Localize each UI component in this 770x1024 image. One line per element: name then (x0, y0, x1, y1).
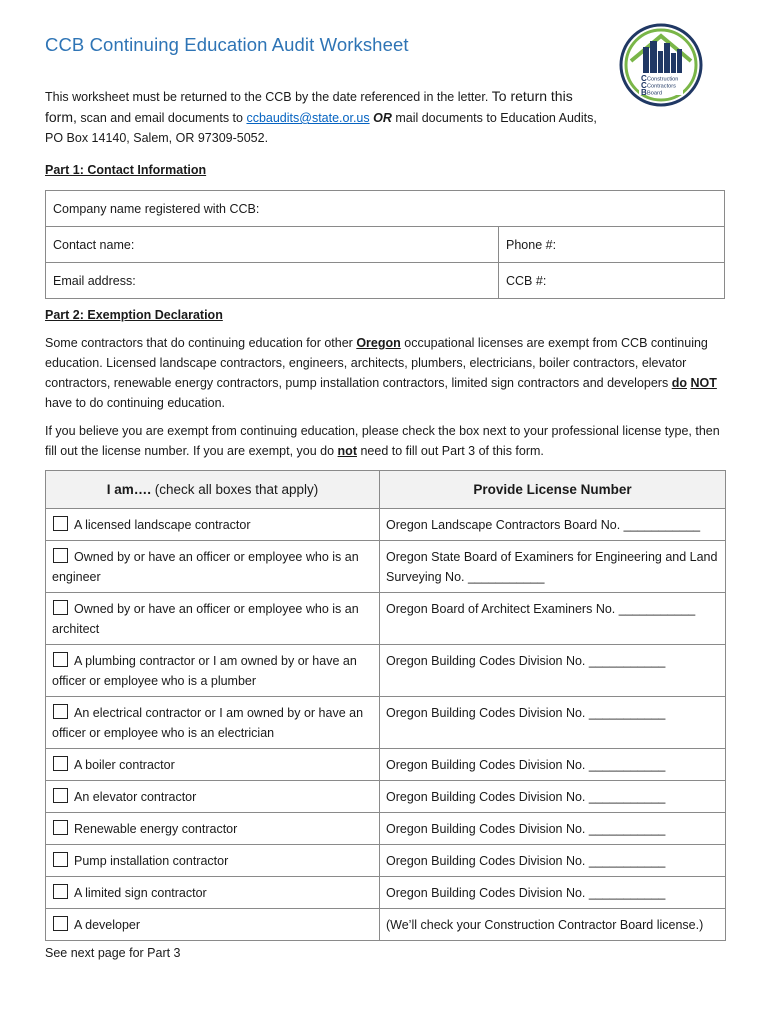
license-type: An electrical contractor or I am owned by or have an officer or employee who is an electrician (52, 706, 364, 740)
intro-text-3: scan and email documents to (80, 111, 243, 125)
para1-text-c: have to do continuing education. (45, 396, 225, 410)
table-row (46, 845, 726, 877)
company-name-field[interactable]: Company name registered with CCB: (46, 191, 725, 227)
license-number-field[interactable]: Oregon Building Codes Division No. ___________ (380, 749, 726, 781)
intro-paragraph (45, 86, 605, 148)
license-number-field[interactable]: Oregon Building Codes Division No. ___________ (380, 781, 726, 813)
table-row (46, 541, 726, 593)
table-row (46, 877, 726, 909)
svg-text:C: C (641, 81, 647, 90)
checkbox[interactable] (53, 788, 68, 803)
license-type: A licensed landscape contractor (74, 518, 251, 532)
license-type: Owned by or have an officer or employee who is an architect (52, 602, 359, 636)
contact-info-table (45, 190, 725, 299)
col-header-type-rest: (check all boxes that apply) (154, 481, 319, 497)
exemption-paragraph-1 (45, 333, 725, 413)
intro-text-2: To return this form, (45, 88, 573, 125)
checkbox[interactable] (53, 516, 68, 531)
para2-text-b: need to fill out Part 3 of this form. (360, 444, 544, 458)
checkbox[interactable] (53, 756, 68, 771)
license-number-field[interactable]: Oregon Building Codes Division No. ___________ (380, 813, 726, 845)
checkbox[interactable] (53, 852, 68, 867)
para1-text-a: Some contractors that do continuing education for other (45, 336, 353, 350)
license-number-field[interactable]: Oregon Landscape Contractors Board No. ___________ (380, 509, 726, 541)
table-row (46, 909, 726, 941)
intro-or: OR (373, 111, 392, 125)
license-type: A developer (74, 918, 141, 932)
logo-line2: Contractors (647, 83, 676, 90)
email-address-field[interactable]: Email address: (46, 263, 499, 299)
license-type: A limited sign contractor (74, 886, 207, 900)
col-header-type-bold: I am…. (106, 481, 151, 497)
col-header-type (46, 471, 380, 509)
part2-heading: Part 2: Exemption Declaration (45, 308, 223, 322)
para2-text-a: If you believe you are exempt from continuing education, please check the box next to your professional license type, then fill out the license number. If you are exempt, you do (45, 424, 720, 458)
license-type: Renewable energy contractor (74, 822, 238, 836)
ccb-logo (619, 23, 703, 107)
contact-name-field[interactable]: Contact name: (46, 227, 499, 263)
license-number-field[interactable]: Oregon State Board of Examiners for Engineering and Land Surveying No. ___________ (380, 541, 726, 593)
svg-text:B: B (641, 88, 647, 97)
license-type: A plumbing contractor or I am owned by or have an officer or employee who is a plumber (52, 654, 357, 688)
checkbox[interactable] (53, 548, 68, 563)
intro-text-4: mail documents to Education Audits, PO Box 14140, Salem, OR 97309-5052. (45, 111, 597, 145)
footer-note: See next page for Part 3 (45, 946, 181, 960)
license-type: An elevator contractor (74, 790, 197, 804)
license-number-field[interactable]: Oregon Board of Architect Examiners No. ___________ (380, 593, 726, 645)
logo-line3: Board (647, 90, 662, 97)
part1-heading: Part 1: Contact Information (45, 163, 207, 177)
checkbox[interactable] (53, 704, 68, 719)
col-header-license: Provide License Number (380, 471, 726, 509)
checkbox[interactable] (53, 884, 68, 899)
license-type: Pump installation contractor (74, 854, 229, 868)
exemption-table (45, 470, 726, 941)
license-number-field[interactable]: Oregon Building Codes Division No. ___________ (380, 877, 726, 909)
checkbox[interactable] (53, 820, 68, 835)
email-link[interactable]: ccbaudits@state.or.us (246, 111, 370, 125)
page-title: CCB Continuing Education Audit Worksheet (45, 34, 409, 55)
para1-do: do (671, 376, 687, 390)
para1-not: NOT (690, 376, 717, 390)
license-number-field: (We’ll check your Construction Contractor Board license.) (380, 909, 726, 941)
phone-field[interactable]: Phone #: (499, 227, 725, 263)
license-number-field[interactable]: Oregon Building Codes Division No. ___________ (380, 697, 726, 749)
table-row (46, 593, 726, 645)
license-type: A boiler contractor (74, 758, 175, 772)
checkbox[interactable] (53, 916, 68, 931)
license-type: Owned by or have an officer or employee who is an engineer (52, 550, 359, 584)
ccb-number-field[interactable]: CCB #: (499, 263, 725, 299)
exemption-paragraph-2 (45, 421, 725, 461)
license-number-field[interactable]: Oregon Building Codes Division No. ___________ (380, 845, 726, 877)
para2-not: not (337, 444, 357, 458)
table-row (46, 813, 726, 845)
para1-oregon: Oregon (356, 336, 401, 350)
table-row (46, 781, 726, 813)
intro-text-1: This worksheet must be returned to the CCB by the date referenced in the letter. (45, 90, 489, 104)
table-row (46, 749, 726, 781)
para1-text-b: occupational licenses are exempt from CCB continuing education. Licensed landscape contractors, engineers, architects, plumbers, electricians, boiler contractors, elevator contractors, renewable energy contractors, pump installation contractors, limited sign contractors and developers (45, 336, 708, 390)
logo-line1: Construction (647, 76, 679, 83)
table-row (46, 697, 726, 749)
checkbox[interactable] (53, 652, 68, 667)
checkbox[interactable] (53, 600, 68, 615)
table-row (46, 645, 726, 697)
license-number-field[interactable]: Oregon Building Codes Division No. ___________ (380, 645, 726, 697)
svg-text:C: C (641, 74, 647, 83)
table-row (46, 509, 726, 541)
